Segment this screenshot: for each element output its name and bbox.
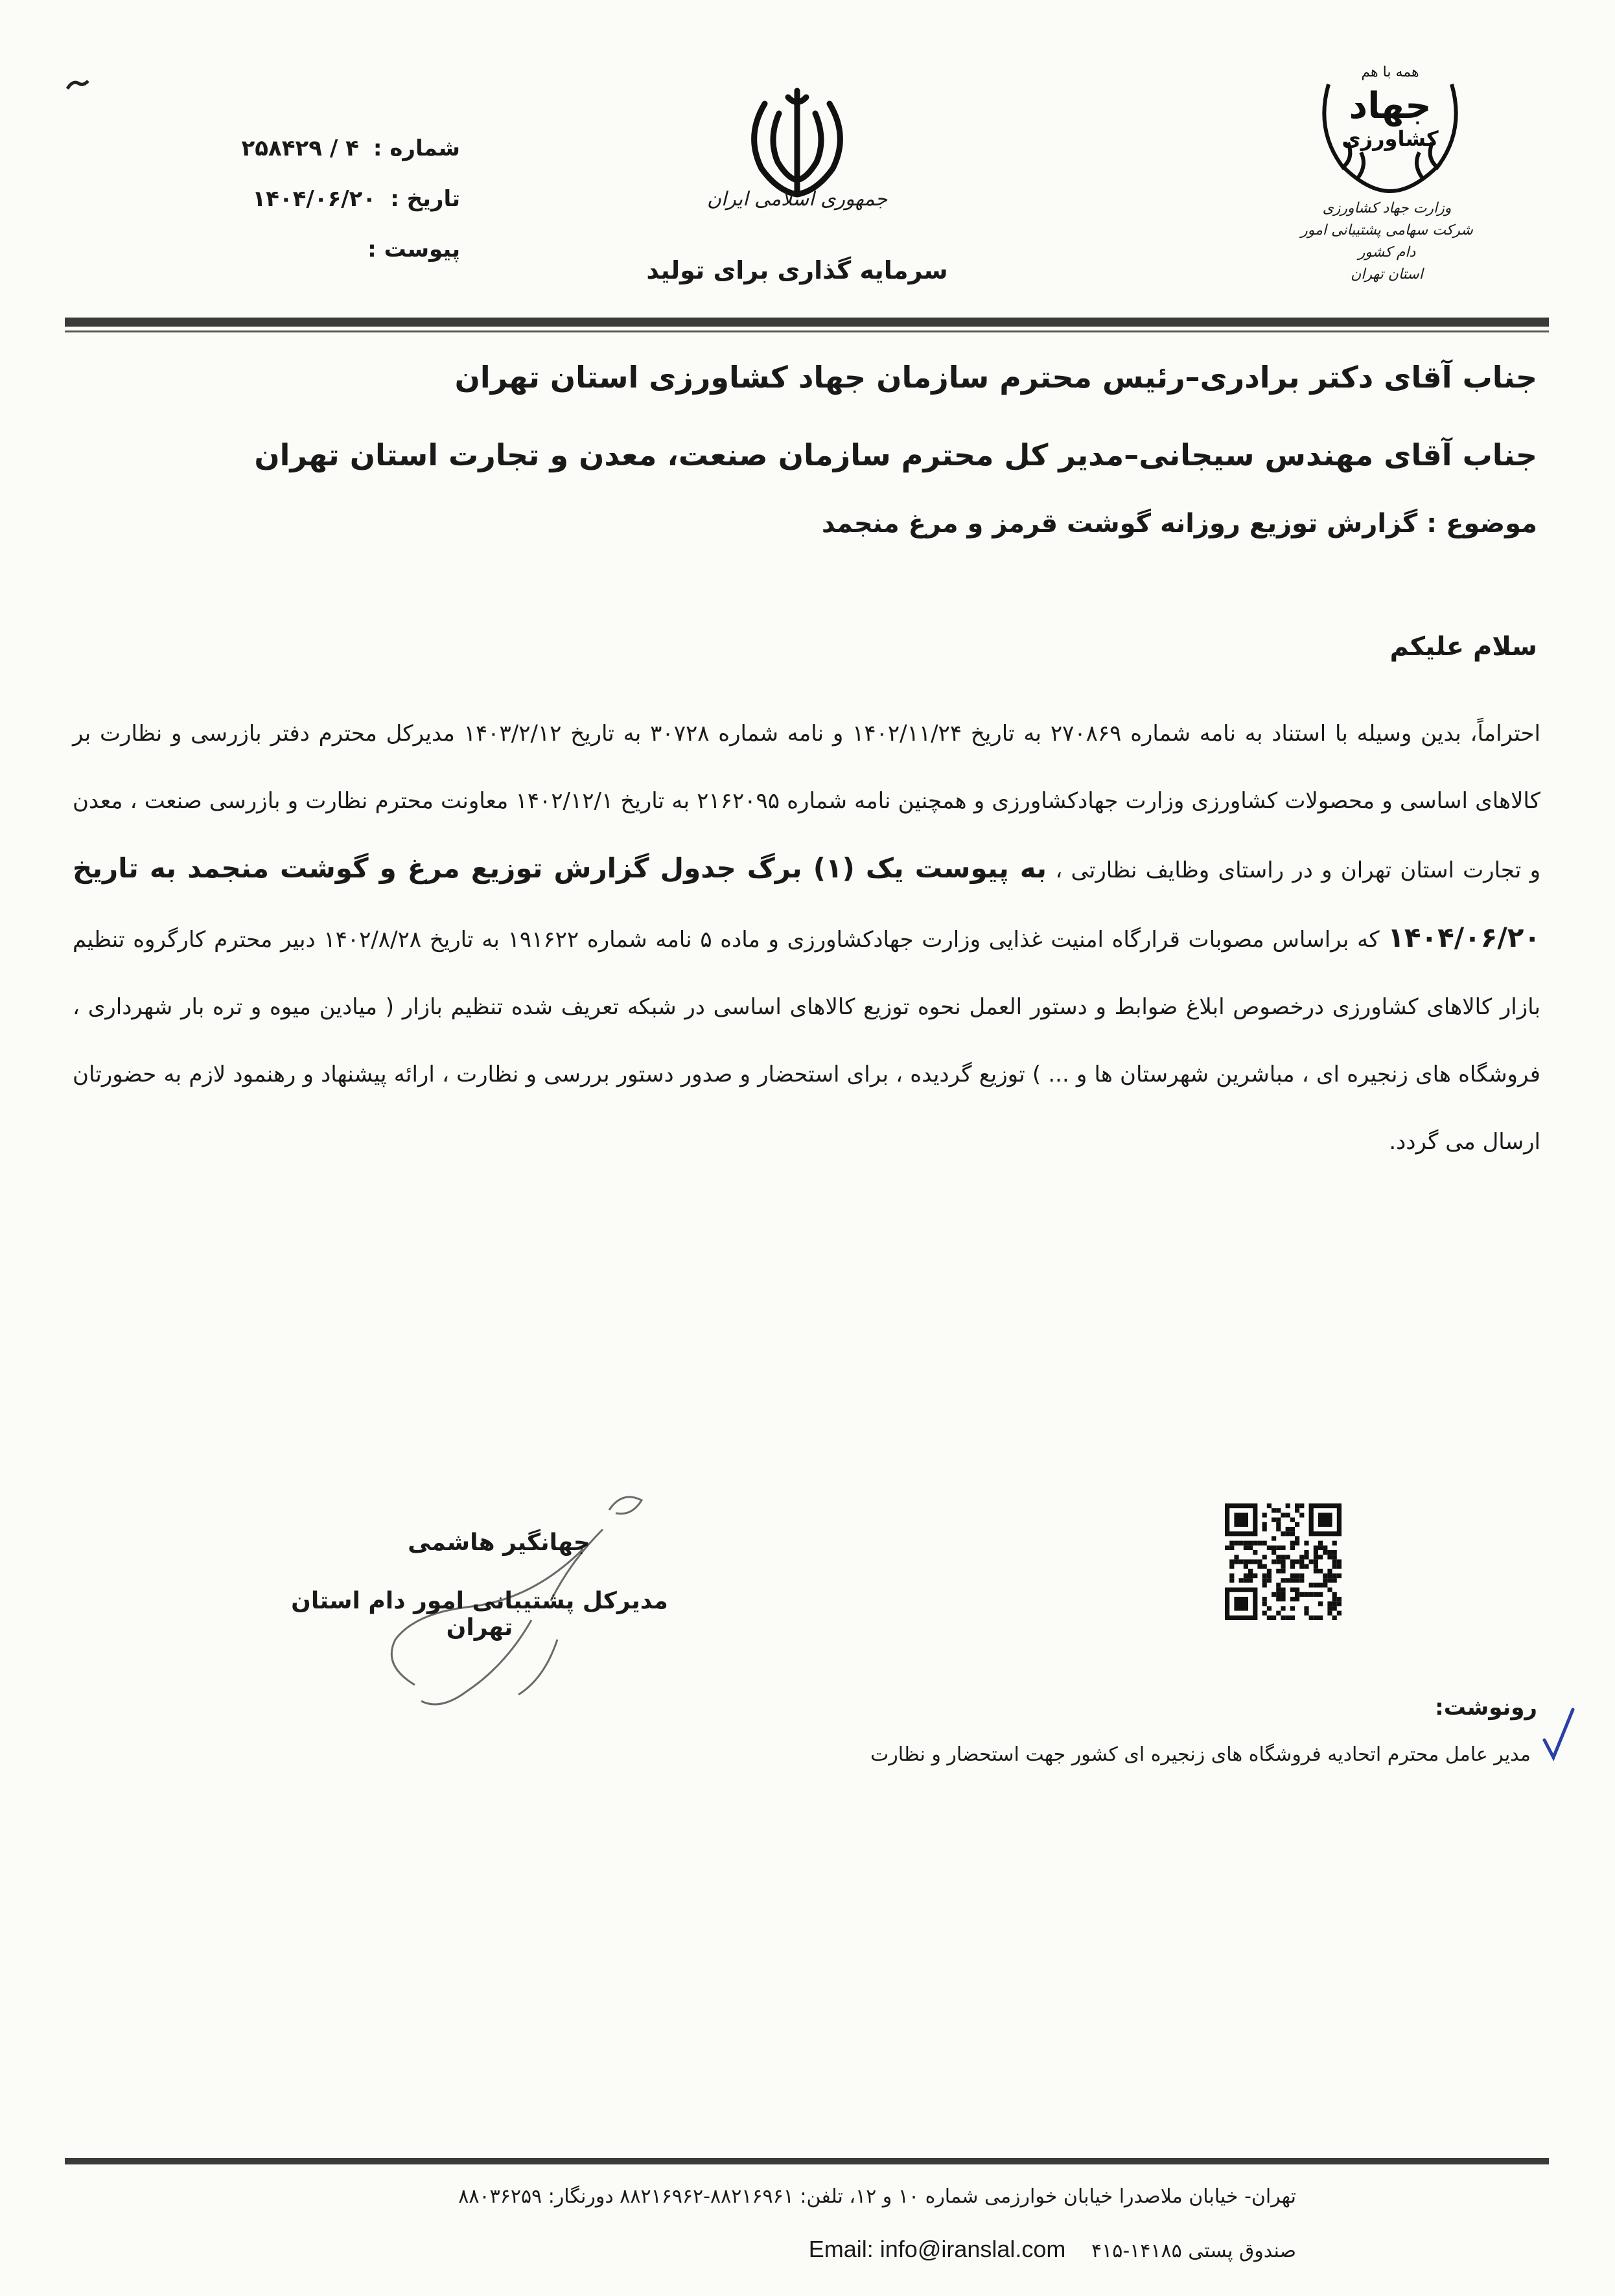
ministry-line: وزارت جهاد کشاورزی <box>1322 200 1452 216</box>
emblem-caption: جمهوری اسلامی ایران <box>706 188 888 211</box>
header-divider-thin <box>65 330 1549 332</box>
letter-body <box>73 700 1540 1176</box>
signatory-name: جهانگیر هاشمی <box>408 1529 590 1556</box>
ministry-line: استان تهران <box>1351 266 1423 283</box>
corner-mark-icon <box>65 75 91 94</box>
qr-code-icon <box>1225 1503 1342 1620</box>
footer-email: Email: info@iranslal.com <box>808 2236 1066 2262</box>
footer-divider <box>65 2158 1549 2164</box>
letter-date-row <box>188 174 460 224</box>
footer-address: تهران- خیابان ملاصدرا خیابان خوارزمی شماره ۱۰ و ۱۲، تلفن: ۸۸۲۱۶۹۶۱-۸۸۲۱۶۹۶۲ دورنگار: ۸۸۰۳۶۲۵۹ <box>458 2185 1296 2208</box>
ministry-line: شرکت سهامی پشتیبانی امور دام کشور <box>1301 222 1473 261</box>
letter-attachment-row <box>188 224 460 275</box>
slogan: سرمایه گذاری برای تولید <box>646 256 948 284</box>
addressee-2: جناب آقای مهندس سیجانی–مدیر کل محترم سازمان صنعت، معدن و تجارت استان تهران <box>254 437 1537 472</box>
greeting: سلام علیکم <box>1389 632 1537 662</box>
logo-sub-text: کشاورزی <box>1342 126 1439 151</box>
signatory-title: مدیرکل پشتیبانی امور دام استان تهران <box>291 1588 668 1641</box>
letter-number-label: شماره : <box>373 135 460 161</box>
footer-contact <box>441 2236 1296 2263</box>
letter-number-row <box>188 123 460 174</box>
body-highlight: به پیوست یک (۱) برگ جدول گزارش توزیع مرغ و گوشت منجمد به تاریخ ۱۴۰۴/۰۶/۲۰ <box>73 852 1540 953</box>
cc-title: رونوشت: <box>1435 1695 1537 1721</box>
logo-main-text: جهاد <box>1349 85 1432 127</box>
letter-attachment-label: پیوست : <box>367 237 460 262</box>
cc-item: مدیر عامل محترم اتحادیه فروشگاه های زنجیره ای کشور جهت استحضار و نظارت <box>870 1743 1531 1766</box>
body-part-2: که براساس مصوبات قرارگاه امنیت غذایی وزارت جهادکشاورزی و ماده ۵ نامه شماره ۱۹۱۶۲۲ به تاریخ ۱۴۰۲/۸/۲۸ دبیر محترم کارگروه تنظیم بازار کالاهای کشاورزی درخصوص ابلاغ ضوابط و دستور العمل نحوه توزیع کالاهای اساسی در شبکه تعریف شده تنظیم بازار ( میادین میوه و تره بار شهرداری ، فروشگاه های زنجیره ای ، مباشرین شهرستان ها و ... ) توزیع گردیده ، برای استحضار و صدور دستور بررسی و نظارت ، ارائه پیشنهاد و رهنمود لازم به حضورتان ارسال می گردد. <box>73 927 1540 1155</box>
body-part-1: احتراماً، بدین وسیله با استناد به نامه شماره ۲۷۰۸۶۹ به تاریخ ۱۴۰۲/۱۱/۲۴ و نامه شماره ۳۰۷۲۸ به تاریخ ۱۴۰۳/۲/۱۲ مدیرکل محترم دفتر بازرسی و نظارت بر کالاهای اساسی و محصولات کشاورزی وزارت جهادکشاورزی و همچنین نامه شماره ۲۱۶۲۰۹۵ به تاریخ ۱۴۰۲/۱۲/۱ معاونت محترم نظارت و بازرسی صنعت ، معدن و تجارت استان تهران و در راستای وظایف نظارتی ، <box>73 721 1541 883</box>
footer-postal: صندوق پستی ۱۴۱۸۵-۴۱۵ <box>1091 2240 1296 2262</box>
logo-top-text: همه با هم <box>1361 64 1419 80</box>
letter-number-value: ۴ / ۲۵۸۴۲۹ <box>241 135 359 161</box>
addressee-1: جناب آقای دکتر برادری–رئیس محترم سازمان جهاد کشاورزی استان تهران <box>454 360 1537 395</box>
ministry-lines <box>1290 198 1484 286</box>
letter-subject: موضوع : گزارش توزیع روزانه گوشت قرمز و مرغ منجمد <box>821 509 1537 539</box>
letter-meta <box>188 123 460 275</box>
letter-date-value: ۱۴۰۴/۰۶/۲۰ <box>252 186 377 212</box>
header-divider <box>65 318 1549 327</box>
checkmark-icon <box>1539 1704 1578 1763</box>
jahad-keshavarzi-logo-icon <box>1303 45 1478 207</box>
letter-date-label: تاریخ : <box>390 186 460 212</box>
